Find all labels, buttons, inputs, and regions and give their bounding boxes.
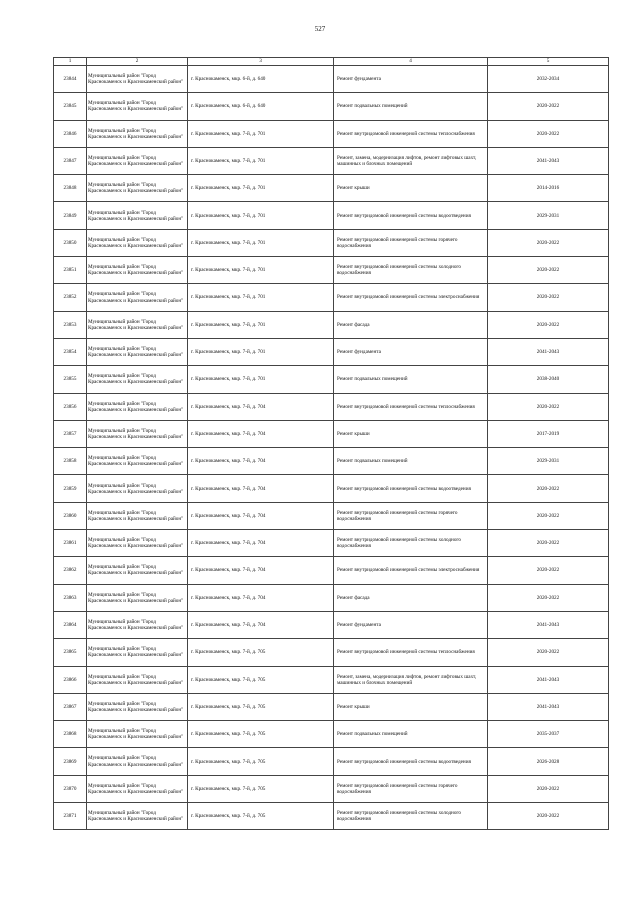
address-cell: г. Краснокаменск, мкр. 7-й, д. 701: [188, 147, 334, 174]
work-type-cell: Ремонт фундамента: [334, 611, 488, 638]
municipality-cell: Муниципальный район "Город Краснокаменск и Краснокаменский район": [87, 311, 188, 338]
address-cell: г. Краснокаменск, мкр. 6-й, д. 640: [188, 66, 334, 93]
address-cell: г. Краснокаменск, мкр. 7-й, д. 704: [188, 611, 334, 638]
work-type-cell: Ремонт крыши: [334, 175, 488, 202]
work-type-cell: Ремонт внутридомовой инженерной системы водоотведения: [334, 202, 488, 229]
term-cell: 2020-2022: [488, 93, 609, 120]
table-row: [54, 448, 609, 475]
municipality-cell: Муниципальный район "Город Краснокаменск и Краснокаменский район": [87, 448, 188, 475]
municipality-cell: Муниципальный район "Город Краснокаменск и Краснокаменский район": [87, 120, 188, 147]
row-number-cell: 23869: [54, 748, 87, 775]
address-cell: г. Краснокаменск, мкр. 7-й, д. 701: [188, 257, 334, 284]
table-row: [54, 475, 609, 502]
column-number: 5: [488, 58, 609, 66]
work-type-cell: Ремонт крыши: [334, 693, 488, 720]
row-number-cell: 23854: [54, 338, 87, 365]
work-type-cell: Ремонт внутридомовой инженерной системы электроснабжения: [334, 284, 488, 311]
address-cell: г. Краснокаменск, мкр. 7-й, д. 704: [188, 475, 334, 502]
address-cell: г. Краснокаменск, мкр. 6-й, д. 640: [188, 93, 334, 120]
term-cell: 2038-2040: [488, 366, 609, 393]
table-row: [54, 120, 609, 147]
table-row: [54, 66, 609, 93]
row-number-cell: 23851: [54, 257, 87, 284]
address-cell: г. Краснокаменск, мкр. 7-й, д. 704: [188, 530, 334, 557]
address-cell: г. Краснокаменск, мкр. 7-й, д. 701: [188, 338, 334, 365]
term-cell: 2020-2022: [488, 120, 609, 147]
address-cell: г. Краснокаменск, мкр. 7-й, д. 705: [188, 721, 334, 748]
municipality-cell: Муниципальный район "Город Краснокаменск и Краснокаменский район": [87, 775, 188, 802]
municipality-cell: Муниципальный район "Город Краснокаменск и Краснокаменский район": [87, 748, 188, 775]
table-body: [54, 66, 609, 830]
term-cell: 2020-2022: [488, 229, 609, 256]
table-row: [54, 311, 609, 338]
term-cell: 2020-2022: [488, 775, 609, 802]
term-cell: 2032-2034: [488, 66, 609, 93]
address-cell: г. Краснокаменск, мкр. 7-й, д. 704: [188, 502, 334, 529]
address-cell: г. Краснокаменск, мкр. 7-й, д. 701: [188, 202, 334, 229]
term-cell: 2020-2022: [488, 557, 609, 584]
term-cell: 2041-2043: [488, 338, 609, 365]
table-row: [54, 257, 609, 284]
work-type-cell: Ремонт внутридомовой инженерной системы горячего водоснабжения: [334, 775, 488, 802]
work-type-cell: Ремонт внутридомовой инженерной системы холодного водоснабжения: [334, 257, 488, 284]
repair-schedule-table: [53, 57, 609, 830]
column-number: 2: [87, 58, 188, 66]
table-row: [54, 420, 609, 447]
table-row: [54, 284, 609, 311]
work-type-cell: Ремонт фасада: [334, 311, 488, 338]
municipality-cell: Муниципальный район "Город Краснокаменск и Краснокаменский район": [87, 66, 188, 93]
address-cell: г. Краснокаменск, мкр. 7-й, д. 704: [188, 420, 334, 447]
table-row: [54, 721, 609, 748]
municipality-cell: Муниципальный район "Город Краснокаменск и Краснокаменский район": [87, 93, 188, 120]
work-type-cell: Ремонт внутридомовой инженерной системы теплоснабжения: [334, 393, 488, 420]
table-row: [54, 639, 609, 666]
municipality-cell: Муниципальный район "Город Краснокаменск и Краснокаменский район": [87, 666, 188, 693]
address-cell: г. Краснокаменск, мкр. 7-й, д. 705: [188, 775, 334, 802]
term-cell: 2041-2043: [488, 693, 609, 720]
row-number-cell: 23849: [54, 202, 87, 229]
row-number-cell: 23853: [54, 311, 87, 338]
work-type-cell: Ремонт крыши: [334, 420, 488, 447]
term-cell: 2020-2022: [488, 584, 609, 611]
address-cell: г. Краснокаменск, мкр. 7-й, д. 704: [188, 557, 334, 584]
municipality-cell: Муниципальный район "Город Краснокаменск и Краснокаменский район": [87, 284, 188, 311]
municipality-cell: Муниципальный район "Город Краснокаменск и Краснокаменский район": [87, 639, 188, 666]
work-type-cell: Ремонт внутридомовой инженерной системы водоотведения: [334, 475, 488, 502]
municipality-cell: Муниципальный район "Город Краснокаменск и Краснокаменский район": [87, 175, 188, 202]
row-number-cell: 23863: [54, 584, 87, 611]
work-type-cell: Ремонт внутридомовой инженерной системы теплоснабжения: [334, 120, 488, 147]
address-cell: г. Краснокаменск, мкр. 7-й, д. 701: [188, 366, 334, 393]
work-type-cell: Ремонт внутридомовой инженерной системы электроснабжения: [334, 557, 488, 584]
row-number-cell: 23850: [54, 229, 87, 256]
address-cell: г. Краснокаменск, мкр. 7-й, д. 701: [188, 175, 334, 202]
work-type-cell: Ремонт внутридомовой инженерной системы горячего водоснабжения: [334, 502, 488, 529]
row-number-cell: 23862: [54, 557, 87, 584]
table-row: [54, 530, 609, 557]
municipality-cell: Муниципальный район "Город Краснокаменск и Краснокаменский район": [87, 338, 188, 365]
row-number-cell: 23871: [54, 803, 87, 830]
row-number-cell: 23859: [54, 475, 87, 502]
table-row: [54, 666, 609, 693]
term-cell: 2020-2022: [488, 393, 609, 420]
work-type-cell: Ремонт внутридомовой инженерной системы холодного водоснабжения: [334, 803, 488, 830]
term-cell: 2020-2022: [488, 803, 609, 830]
row-number-cell: 23848: [54, 175, 87, 202]
term-cell: 2020-2022: [488, 311, 609, 338]
term-cell: 2020-2022: [488, 284, 609, 311]
work-type-cell: Ремонт подвальных помещений: [334, 721, 488, 748]
work-type-cell: Ремонт внутридомовой инженерной системы теплоснабжения: [334, 639, 488, 666]
table-row: [54, 393, 609, 420]
row-number-cell: 23864: [54, 611, 87, 638]
table-row: [54, 775, 609, 802]
municipality-cell: Муниципальный район "Город Краснокаменск и Краснокаменский район": [87, 229, 188, 256]
table-row: [54, 502, 609, 529]
term-cell: 2020-2022: [488, 530, 609, 557]
row-number-cell: 23867: [54, 693, 87, 720]
address-cell: г. Краснокаменск, мкр. 7-й, д. 704: [188, 448, 334, 475]
row-number-cell: 23870: [54, 775, 87, 802]
row-number-cell: 23855: [54, 366, 87, 393]
municipality-cell: Муниципальный район "Город Краснокаменск и Краснокаменский район": [87, 366, 188, 393]
address-cell: г. Краснокаменск, мкр. 7-й, д. 701: [188, 311, 334, 338]
address-cell: г. Краснокаменск, мкр. 7-й, д. 701: [188, 229, 334, 256]
term-cell: 2020-2022: [488, 257, 609, 284]
municipality-cell: Муниципальный район "Город Краснокаменск и Краснокаменский район": [87, 393, 188, 420]
term-cell: 2041-2043: [488, 666, 609, 693]
term-cell: 2029-2031: [488, 202, 609, 229]
column-number: 1: [54, 58, 87, 66]
municipality-cell: Муниципальный район "Город Краснокаменск и Краснокаменский район": [87, 475, 188, 502]
work-type-cell: Ремонт фундамента: [334, 338, 488, 365]
term-cell: 2041-2043: [488, 611, 609, 638]
column-number: 4: [334, 58, 488, 66]
row-number-cell: 23861: [54, 530, 87, 557]
address-cell: г. Краснокаменск, мкр. 7-й, д. 705: [188, 748, 334, 775]
table-row: [54, 748, 609, 775]
work-type-cell: Ремонт внутридомовой инженерной системы горячего водоснабжения: [334, 229, 488, 256]
table-row: [54, 693, 609, 720]
work-type-cell: Ремонт подвальных помещений: [334, 448, 488, 475]
term-cell: 2020-2022: [488, 639, 609, 666]
work-type-cell: Ремонт, замена, модернизация лифтов, ремонт лифтовых шахт, машинных и блочных помещений: [334, 666, 488, 693]
municipality-cell: Муниципальный район "Город Краснокаменск и Краснокаменский район": [87, 584, 188, 611]
table-row: [54, 584, 609, 611]
municipality-cell: Муниципальный район "Город Краснокаменск и Краснокаменский район": [87, 502, 188, 529]
term-cell: 2026-2028: [488, 748, 609, 775]
page-number: 527: [314, 25, 326, 33]
table-row: [54, 175, 609, 202]
table-row: [54, 229, 609, 256]
work-type-cell: Ремонт внутридомовой инженерной системы холодного водоснабжения: [334, 530, 488, 557]
term-cell: 2035-2037: [488, 721, 609, 748]
table-row: [54, 366, 609, 393]
table-row: [54, 93, 609, 120]
row-number-cell: 23868: [54, 721, 87, 748]
work-type-cell: Ремонт внутридомовой инженерной системы водоотведения: [334, 748, 488, 775]
municipality-cell: Муниципальный район "Город Краснокаменск и Краснокаменский район": [87, 721, 188, 748]
municipality-cell: Муниципальный район "Город Краснокаменск и Краснокаменский район": [87, 257, 188, 284]
table-row: [54, 557, 609, 584]
address-cell: г. Краснокаменск, мкр. 7-й, д. 704: [188, 393, 334, 420]
row-number-cell: 23847: [54, 147, 87, 174]
term-cell: 2017-2019: [488, 420, 609, 447]
work-type-cell: Ремонт подвальных помещений: [334, 366, 488, 393]
municipality-cell: Муниципальный район "Город Краснокаменск и Краснокаменский район": [87, 611, 188, 638]
row-number-cell: 23860: [54, 502, 87, 529]
row-number-cell: 23858: [54, 448, 87, 475]
row-number-cell: 23865: [54, 639, 87, 666]
address-cell: г. Краснокаменск, мкр. 7-й, д. 701: [188, 284, 334, 311]
address-cell: г. Краснокаменск, мкр. 7-й, д. 705: [188, 639, 334, 666]
work-type-cell: Ремонт фундамента: [334, 66, 488, 93]
work-type-cell: Ремонт, замена, модернизация лифтов, ремонт лифтовых шахт, машинных и блочных помещений: [334, 147, 488, 174]
table-row: [54, 338, 609, 365]
work-type-cell: Ремонт подвальных помещений: [334, 93, 488, 120]
table-row: [54, 202, 609, 229]
address-cell: г. Краснокаменск, мкр. 7-й, д. 705: [188, 803, 334, 830]
column-number-row: [54, 58, 609, 66]
work-type-cell: Ремонт фасада: [334, 584, 488, 611]
municipality-cell: Муниципальный район "Город Краснокаменск и Краснокаменский район": [87, 557, 188, 584]
term-cell: 2014-2016: [488, 175, 609, 202]
municipality-cell: Муниципальный район "Город Краснокаменск и Краснокаменский район": [87, 420, 188, 447]
municipality-cell: Муниципальный район "Город Краснокаменск и Краснокаменский район": [87, 530, 188, 557]
term-cell: 2020-2022: [488, 502, 609, 529]
address-cell: г. Краснокаменск, мкр. 7-й, д. 701: [188, 120, 334, 147]
table-row: [54, 147, 609, 174]
row-number-cell: 23844: [54, 66, 87, 93]
municipality-cell: Муниципальный район "Город Краснокаменск и Краснокаменский район": [87, 147, 188, 174]
municipality-cell: Муниципальный район "Город Краснокаменск и Краснокаменский район": [87, 693, 188, 720]
row-number-cell: 23857: [54, 420, 87, 447]
municipality-cell: Муниципальный район "Город Краснокаменск и Краснокаменский район": [87, 803, 188, 830]
row-number-cell: 23845: [54, 93, 87, 120]
address-cell: г. Краснокаменск, мкр. 7-й, д. 705: [188, 693, 334, 720]
column-number: 3: [188, 58, 334, 66]
table-row: [54, 803, 609, 830]
table-row: [54, 611, 609, 638]
term-cell: 2041-2043: [488, 147, 609, 174]
row-number-cell: 23856: [54, 393, 87, 420]
row-number-cell: 23866: [54, 666, 87, 693]
municipality-cell: Муниципальный район "Город Краснокаменск и Краснокаменский район": [87, 202, 188, 229]
address-cell: г. Краснокаменск, мкр. 7-й, д. 704: [188, 584, 334, 611]
row-number-cell: 23846: [54, 120, 87, 147]
row-number-cell: 23852: [54, 284, 87, 311]
term-cell: 2029-2031: [488, 448, 609, 475]
term-cell: 2020-2022: [488, 475, 609, 502]
address-cell: г. Краснокаменск, мкр. 7-й, д. 705: [188, 666, 334, 693]
